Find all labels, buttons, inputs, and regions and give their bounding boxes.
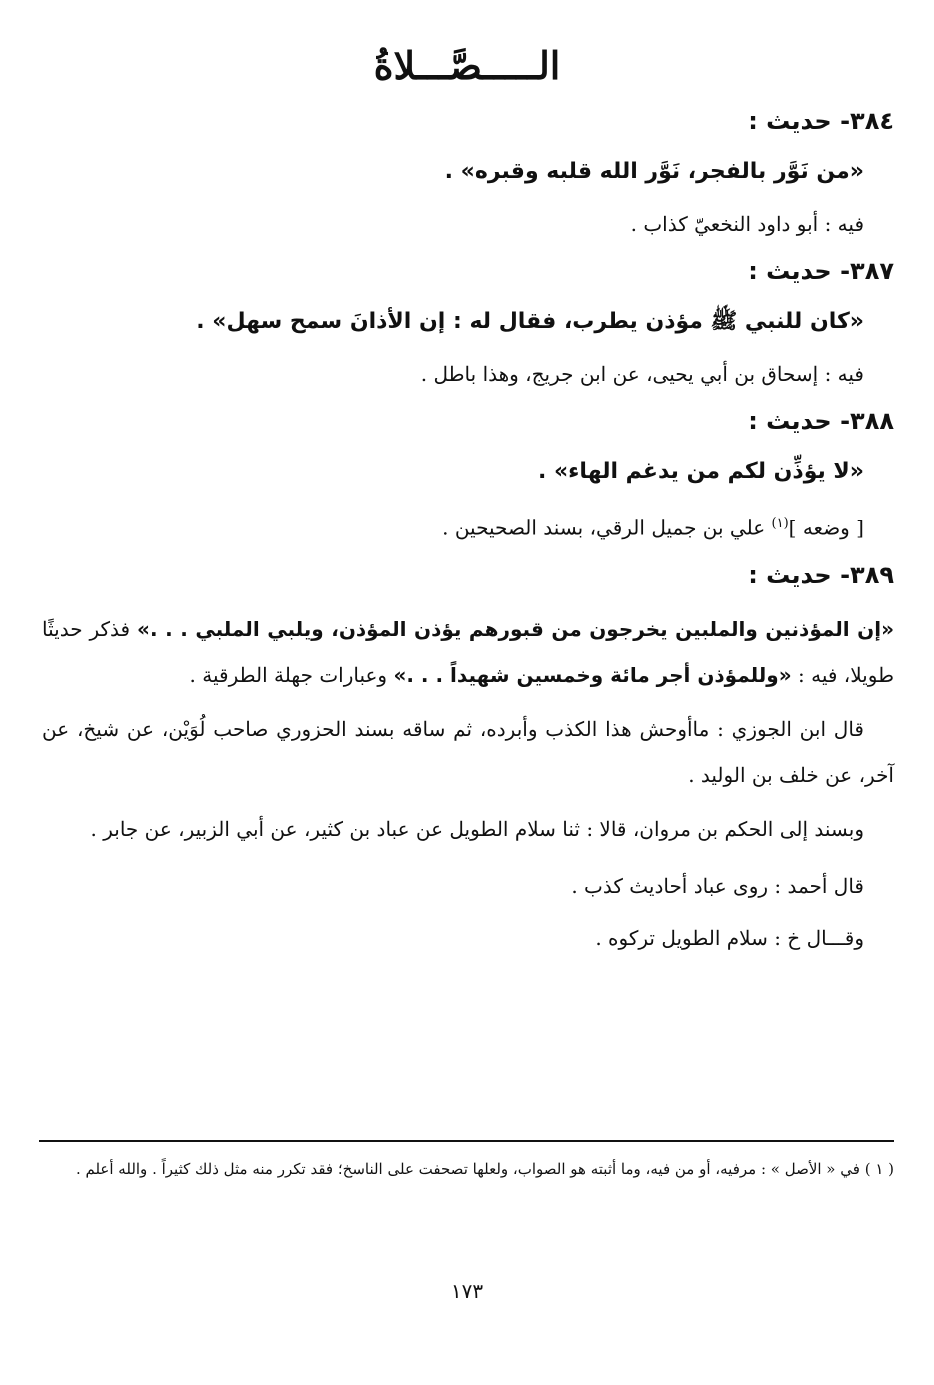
paragraph: قال أحمد : روى عباد أحاديث كذب . — [571, 873, 864, 898]
hadith-entry-384 — [42, 104, 894, 244]
hadith-heading: ٣٨٩- حديث : — [748, 560, 894, 589]
page-number: ١٧٣ — [450, 1279, 484, 1303]
paragraph: وبسند إلى الحكم بن مروان، قالا : ثنا سلام الطويل عن عباد بن كثير، عن أبي الزبير، عن جابر . — [90, 816, 864, 841]
hadith-quote: «إن المؤذنين والملبين يخرجون من قبورهم يؤذن المؤذن، ويلبي الملبي . . .» — [137, 616, 895, 641]
footnote-reference: (١) — [771, 516, 789, 531]
hadith-heading: ٣٨٨- حديث : — [748, 407, 894, 435]
page-body — [42, 104, 894, 964]
hadith-heading: ٣٨٧- حديث : — [748, 257, 894, 285]
hadith-text: «لا يؤذِّن لكم من يدغم الهاء» . — [537, 459, 864, 484]
page-title: الـــــصَّـــلاةُ — [373, 43, 561, 88]
hadith-entry-389 — [42, 558, 894, 964]
comment-text: علي بن جميل الرقي، بسند الصحيحين . — [442, 515, 772, 540]
paragraph-text: فذكر حديثًا طويلا، فيه : — [42, 616, 894, 687]
paragraph-text: وعبارات جهلة الطرقية . — [189, 662, 394, 687]
hadith-entry-388 — [42, 404, 894, 548]
footnote: ( ١ ) في « الأصل » : مرفيه، أو من فيه، وما أثبته هو الصواب، ولعلها تصحفت على الناسخ؛ فقد تكرر منه مثل ذلك كثيراً . والله أعلم . — [75, 1160, 894, 1178]
hadith-heading: ٣٨٤- حديث : — [748, 107, 894, 135]
paragraph: قال ابن الجوزي : ماأوحش هذا الكذب وأبرده، ثم ساقه بسند الحزوري صاحب لُوَيْن، عن شيخ، عن آخر، عن خلف بن الوليد . — [42, 716, 894, 787]
hadith-text: «من نَوَّر بالفجر، نَوَّر الله قلبه وقبره» . — [444, 159, 864, 184]
hadith-comment — [42, 504, 864, 548]
hadith-comment: فيه : أبو داود النخعيّ كذاب . — [630, 212, 864, 236]
hadith-quote: «وللمؤذن أجر مائة وخمسين شهيداً . . .» — [393, 662, 792, 687]
hadith-text: «كان للنبي ﷺ مؤذن يطرب، فقال له : إن الأذانَ سمح سهل» . — [196, 309, 864, 334]
comment-prefix: [ وضعه ] — [788, 515, 864, 540]
footnote-divider — [39, 1140, 894, 1142]
hadith-comment: فيه : إسحاق بن أبي يحيى، عن ابن جريج، وهذا باطل . — [420, 362, 864, 386]
hadith-entry-387 — [42, 254, 894, 394]
paragraph: وقـــال خ : سلام الطويل تركوه . — [595, 925, 864, 950]
paragraph — [42, 606, 894, 698]
